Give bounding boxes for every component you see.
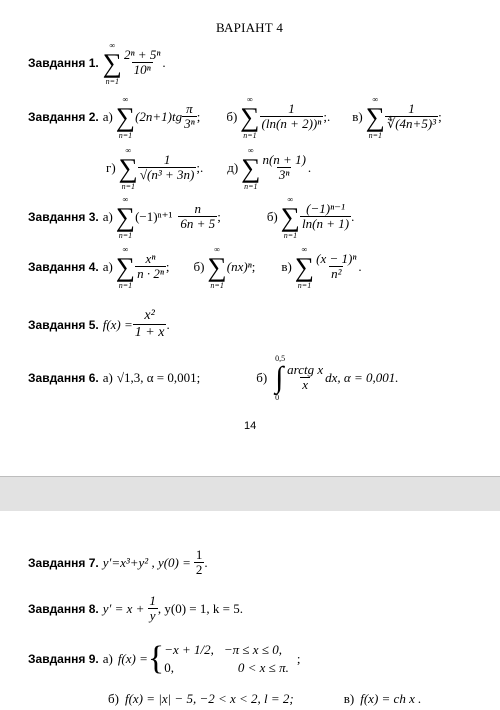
task-2g-fraction: $\frac{1}{\text{√(n³ + 3n)}}$ [139, 152, 195, 182]
task-1: Завдання 1. ∞ ∑ n=1 $\frac{\text{2ⁿ + 5ⁿ}}{\text{10ⁿ}}$ . [28, 40, 166, 86]
task-2d-fraction: $\frac{n(n + 1)}{\text{3ⁿ}}$ [262, 152, 306, 182]
task-2-row-2: г) ∞ ∑ n=1 $\frac{1}{\text{√(n³ + 3n)}}$ ;. д) ∞ ∑ n=1 $\frac{n(n + 1)}{\text{3ⁿ}}$ . [106, 145, 312, 191]
task-6: Завдання 6. а) √1,3 , α = 0,001; б) 0,5 ∫ 0 $\frac{\text{arctg x}}{x}$ dx, α = 0,001. [28, 354, 399, 402]
page-number: 14 [244, 420, 257, 432]
piecewise-cases: −x + 1/2, −π ≤ x ≤ 0, 0, 0 < x ≤ π. [164, 642, 289, 675]
task-9: Завдання 9. а) f(x) = { −x + 1/2, −π ≤ x ≤ 0, 0, 0 < x ≤ π. ; [28, 640, 301, 677]
task-6b-fraction: $\frac{\text{arctg x}}{x}$ [287, 362, 324, 392]
task-3: Завдання 3. а) ∞ ∑ n=1 (−1)ⁿ⁺¹ $\frac{n}{6n + 5}$ ; б) ∞ ∑ n=1 $\frac{\text{(−1)ⁿ⁻¹}}{\ln(n + 1)}$ . [28, 194, 355, 240]
task-2-row-1: Завдання 2. а) ∞ ∑ n=1 (2n+1)tg $\frac{\pi}{\text{3ⁿ}}$ ; б) ∞ ∑ n=1 $\frac{1}{\text{(ln(n + 2))ⁿ}}$ ;. в) ∞ ∑ n=1 $\frac{1}{\text{∜(4n+5)³}}$ ; [28, 94, 442, 140]
task-2b-fraction: $\frac{1}{\text{(ln(n + 2))ⁿ}}$ [261, 101, 322, 131]
sum-symbol: ∞ ∑ n=1 [118, 145, 138, 191]
sum-symbol: ∞ ∑ n=1 [102, 40, 122, 86]
task-2v-fraction: $\frac{1}{\text{∜(4n+5)³}}$ [386, 101, 437, 131]
sum-symbol: ∞ ∑ n=1 [280, 194, 301, 240]
sum-symbol: ∞ ∑ n=1 [294, 244, 315, 290]
sum-symbol: ∞ ∑ n=1 [115, 94, 136, 140]
task-7-label: Завдання 7. [28, 556, 99, 570]
task-8: Завдання 8. y′ = x + $\frac{1}{y}$ , y(0) = 1, k = 5. [28, 593, 243, 623]
task-1-label: Завдання 1. [28, 56, 99, 70]
integral-symbol: 0,5 ∫ 0 [275, 354, 286, 402]
task-4a-fraction: $\frac{\text{xⁿ}}{\text{n · 2ⁿ}}$ [137, 251, 164, 281]
task-1-fraction: $\frac{\text{2ⁿ + 5ⁿ}}{\text{10ⁿ}}$ [123, 47, 161, 77]
task-3a-fraction: $\frac{n}{6n + 5}$ [180, 201, 216, 231]
task-5: Завдання 5. f(x) = $\frac{\text{x²}}{1 + x}$ . [28, 308, 170, 340]
page-gap [0, 476, 500, 512]
sum-symbol: ∞ ∑ n=1 [207, 244, 227, 290]
sum-symbol: ∞ ∑ n=1 [240, 94, 260, 140]
task-8-fraction: $\frac{1}{y}$ [149, 593, 156, 623]
sum-symbol: ∞ ∑ n=1 [115, 194, 136, 240]
task-6-label: Завдання 6. [28, 371, 99, 385]
task-7-fraction: $\frac{1}{2}$ [195, 547, 203, 577]
sum-symbol: ∞ ∑ n=1 [365, 94, 385, 140]
sum-symbol: ∞ ∑ n=1 [115, 244, 136, 290]
task-2-label: Завдання 2. [28, 110, 99, 124]
variant-title: ВАРІАНТ 4 [216, 20, 284, 35]
task-3-label: Завдання 3. [28, 210, 99, 224]
task-3b-fraction: $\frac{\text{(−1)ⁿ⁻¹}}{\ln(n + 1)}$ [302, 201, 350, 231]
task-4v-fraction: $\frac{\text{(x − 1)ⁿ}}{\text{n²}}$ [316, 251, 357, 281]
task-2a-fraction: $\frac{\pi}{\text{3ⁿ}}$ [184, 101, 195, 131]
task-4-label: Завдання 4. [28, 260, 99, 274]
task-9-label: Завдання 9. [28, 652, 99, 666]
task-7: Завдання 7. y′=x³+y² , y(0) = $\frac{1}{2}$ . [28, 547, 208, 577]
task-5-fraction: $\frac{\text{x²}}{1 + x}$ [134, 308, 165, 340]
task-8-label: Завдання 8. [28, 602, 99, 616]
piecewise-brace: { [147, 640, 165, 677]
sum-symbol: ∞ ∑ n=1 [241, 145, 261, 191]
task-5-label: Завдання 5. [28, 318, 99, 332]
task-9-row-2: б) f(x) = |x| − 5, −2 < x < 2, l = 2; в) f(x) = ch x . [108, 691, 422, 706]
page-bottom [0, 511, 500, 710]
task-4: Завдання 4. а) ∞ ∑ n=1 $\frac{\text{xⁿ}}{\text{n · 2ⁿ}}$ ; б) ∞ ∑ n=1 (nx)ⁿ ; в) ∞ ∑ n=1 $\frac{\text{(x − 1)ⁿ}}{\text{n²}}$ . [28, 244, 362, 290]
